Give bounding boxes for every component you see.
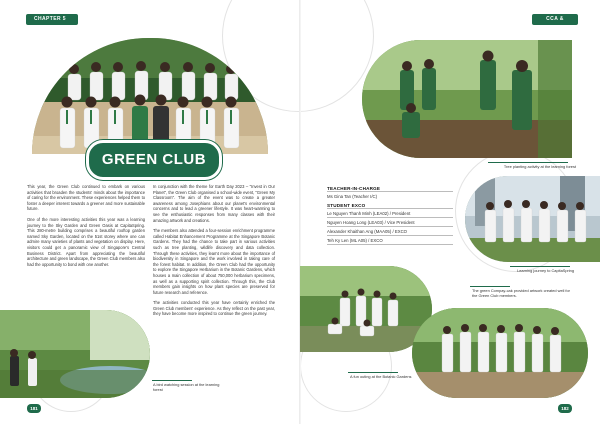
student-exco-heading: STUDENT EXCO <box>327 203 366 208</box>
botanic-outing-caption: A fun outing at the Botanic Gardens <box>350 374 412 379</box>
caption-divider <box>152 380 192 381</box>
exco-list <box>327 186 453 245</box>
botanic-right-image <box>412 308 588 398</box>
page-number-left: 181 <box>27 404 41 413</box>
page-number-right: 182 <box>558 404 572 413</box>
caption-divider <box>510 266 570 267</box>
exco-member: Le Nguyen Thanh Minh (LEA02) / President <box>327 208 453 217</box>
caption-divider <box>470 286 510 287</box>
artwork-caption: The green Compay-cak provided artwork created well for the Green Club members. <box>472 288 570 298</box>
bird-watching-caption: A bird watching session at the learning forest <box>153 382 220 392</box>
body-paragraph: This year, the Green Club continued to embark on various activities that broaden the students' minds about the importance of caring for the environment. These experiences helped them to foster a deeper interest towards a greener and more sustainable future. <box>27 184 145 212</box>
teacher-heading: TEACHER-IN-CHARGE <box>327 186 381 191</box>
body-paragraph: The members also attended a four-session enrichment programme called Habitat Enhancement Programme at the Singapore Botanic Gardens. They had the chance to take part in various activities such as tree planting, wildlife discovery and data collection. Through these activities, they learnt more about the importance of biodiversity in Singapore and the work involved in taking care of the forest habitat. In addition, the Green Club had the opportunity to explore the Singapore Herbarium in the Botanic Gardens, which houses a main collection of about 750,000 herbarium specimens, as well as a supporting spirit collection. Through this, the Club members gain insights on how plant species are preserved for future research and reference. <box>153 228 275 295</box>
page-gutter <box>299 0 301 424</box>
body-paragraph: The activities conducted this year have certainly enriched the Green Club members' experience. As they reflect on the past year, they have become more inspired to continue the green journey. <box>153 300 275 317</box>
body-column-left <box>27 184 145 272</box>
chapter-tab: CHAPTER 5 <box>26 14 78 25</box>
exco-member: Alexander Khaithan Ang (MAA05) / EXCO <box>327 226 453 235</box>
exco-member: Nguyen Hoang Long (LEA03) / Vice President <box>327 217 453 226</box>
caption-divider <box>348 372 398 373</box>
body-paragraph: In conjunction with the theme for Earth Day 2023 – "Invest in Our Planet", the Green Club organised a school-wide event, "Green My Classroom". The aim of the event was to create a greater awareness among Josephians about our planet's environmental concerns and to lead a greener lifestyle. It was heart-warming to see the enthusiastic responses from many classes with their amazing artwork and creations. <box>153 184 275 223</box>
exco-member: Teh Ky Len (ML A05) / EXCO <box>327 235 453 245</box>
tree-planting-photo <box>362 40 572 158</box>
capitaspring-image <box>465 176 600 262</box>
teacher-in-charge: Ms Gina Tan (Teacher I/C) <box>327 191 453 200</box>
botanic-photo-right <box>412 308 588 398</box>
tree-planting-caption: Tree planting activity at the learning forest <box>503 164 576 169</box>
bird-watching-photo <box>0 310 150 398</box>
tree-planting-image <box>362 40 572 158</box>
botanic-left-image <box>300 266 432 352</box>
capitaspring-photo <box>465 176 600 262</box>
section-tab: CCA & CAS <box>532 14 578 25</box>
bird-watching-image <box>0 310 150 398</box>
caption-divider <box>488 162 568 163</box>
botanic-photo-left <box>300 266 432 352</box>
body-column-right <box>153 184 275 322</box>
club-title: GREEN CLUB <box>86 140 222 180</box>
capitaspring-caption: Learning journey to CapitaSpring <box>517 268 574 273</box>
body-paragraph: One of the more interesting activities this year was a learning journey to the Sky Garden and Green Oasis at CapitaSpring. This 280-metre building comprises a beautiful rooftop garden named Sky Garden, located on the 51st storey where one can admire many varieties of plants and vegetation on display. Here, visitors could get a panoramic view of Singapore's Central Business District. Apart from appreciating the beautiful architecture and green landscape, the Green Club members also had the opportunity to bond with one another. <box>27 216 145 267</box>
